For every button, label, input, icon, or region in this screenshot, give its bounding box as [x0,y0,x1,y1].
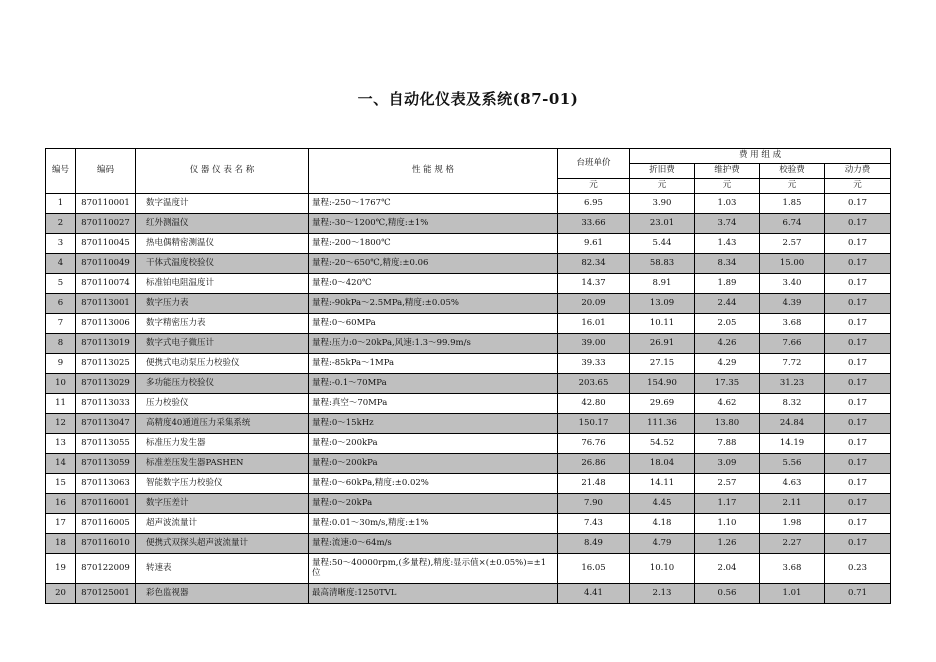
unit-label: 元 [760,179,825,194]
cell-name: 数字式电子微压计 [136,334,309,354]
cell-spec: 最高清晰度:1250TVL [309,584,558,604]
cell-calibration: 6.74 [760,214,825,234]
cell-power: 0.17 [825,354,891,374]
cell-depreciation: 4.79 [630,534,695,554]
cell-maintenance: 1.43 [695,234,760,254]
cell-depreciation: 3.90 [630,194,695,214]
cell-no: 7 [46,314,76,334]
cell-code: 870116001 [76,494,136,514]
cell-depreciation: 5.44 [630,234,695,254]
cell-maintenance: 4.62 [695,394,760,414]
cell-calibration: 4.63 [760,474,825,494]
cell-maintenance: 7.88 [695,434,760,454]
cell-code: 870113055 [76,434,136,454]
cell-depreciation: 23.01 [630,214,695,234]
cell-unit-price: 203.65 [558,374,630,394]
cell-maintenance: 2.57 [695,474,760,494]
unit-label: 元 [558,179,630,194]
cell-name: 便携式双探头超声波流量计 [136,534,309,554]
header-spec: 性 能 规 格 [309,149,558,194]
cell-name: 数字压力表 [136,294,309,314]
cell-no: 20 [46,584,76,604]
cell-calibration: 14.19 [760,434,825,454]
cell-spec: 量程:-85kPa～1MPa [309,354,558,374]
cell-maintenance: 3.74 [695,214,760,234]
table-row [46,314,891,334]
cell-code: 870116010 [76,534,136,554]
cell-code: 870113019 [76,334,136,354]
cell-unit-price: 82.34 [558,254,630,274]
table-row [46,414,891,434]
cell-unit-price: 9.61 [558,234,630,254]
cell-no: 5 [46,274,76,294]
cell-maintenance: 4.29 [695,354,760,374]
cell-power: 0.17 [825,294,891,314]
cell-power: 0.17 [825,534,891,554]
cell-spec: 量程:流速:0～64m/s [309,534,558,554]
cell-depreciation: 54.52 [630,434,695,454]
table-row [46,334,891,354]
cell-spec: 量程:-200～1800℃ [309,234,558,254]
cell-unit-price: 39.33 [558,354,630,374]
cell-calibration: 3.40 [760,274,825,294]
cell-no: 19 [46,554,76,584]
cell-code: 870113025 [76,354,136,374]
cell-depreciation: 58.83 [630,254,695,274]
cell-calibration: 3.68 [760,314,825,334]
cell-code: 870125001 [76,584,136,604]
cell-code: 870113059 [76,454,136,474]
cell-no: 9 [46,354,76,374]
cell-maintenance: 1.10 [695,514,760,534]
cell-code: 870113006 [76,314,136,334]
cell-calibration: 2.11 [760,494,825,514]
cell-code: 870113047 [76,414,136,434]
cell-maintenance: 2.04 [695,554,760,584]
cell-name: 红外测温仪 [136,214,309,234]
cell-maintenance: 2.05 [695,314,760,334]
table-row [46,474,891,494]
table-row [46,554,891,584]
table-row [46,454,891,474]
cell-depreciation: 8.91 [630,274,695,294]
cell-power: 0.17 [825,194,891,214]
table-row [46,214,891,234]
table-row [46,494,891,514]
table-row [46,434,891,454]
cell-power: 0.17 [825,274,891,294]
cell-power: 0.17 [825,514,891,534]
cell-maintenance: 0.56 [695,584,760,604]
cell-power: 0.17 [825,334,891,354]
cell-spec: 量程:50～40000rpm,(多量程),精度:显示值×(±0.05%)=±1位 [309,554,558,584]
cell-no: 18 [46,534,76,554]
cell-unit-price: 42.80 [558,394,630,414]
cell-unit-price: 76.76 [558,434,630,454]
unit-label: 元 [630,179,695,194]
cell-depreciation: 18.04 [630,454,695,474]
cell-code: 870113001 [76,294,136,314]
cell-unit-price: 7.43 [558,514,630,534]
cell-name: 便携式电动泵压力校验仪 [136,354,309,374]
cell-name: 多功能压力校验仪 [136,374,309,394]
header-code: 编码 [76,149,136,194]
table-row [46,294,891,314]
cell-unit-price: 4.41 [558,584,630,604]
cell-power: 0.17 [825,374,891,394]
header-depreciation: 折旧费 [630,164,695,179]
table-row [46,354,891,374]
cell-power: 0.17 [825,314,891,334]
cell-code: 870113029 [76,374,136,394]
cell-depreciation: 27.15 [630,354,695,374]
cell-power: 0.17 [825,214,891,234]
cell-name: 干体式温度校验仪 [136,254,309,274]
cell-power: 0.17 [825,234,891,254]
cell-depreciation: 10.10 [630,554,695,584]
cell-calibration: 1.01 [760,584,825,604]
cell-code: 870110074 [76,274,136,294]
cell-spec: 量程:-20～650℃,精度:±0.06 [309,254,558,274]
cell-maintenance: 1.03 [695,194,760,214]
cell-spec: 量程:-30～1200℃,精度:±1% [309,214,558,234]
cell-name: 智能数字压力校验仪 [136,474,309,494]
cell-power: 0.17 [825,394,891,414]
cell-code: 870113063 [76,474,136,494]
cell-no: 6 [46,294,76,314]
table-row [46,254,891,274]
page-title: 一、自动化仪表及系统(87-01) [357,90,579,108]
cell-no: 15 [46,474,76,494]
cell-name: 超声波流量计 [136,514,309,534]
cell-depreciation: 4.45 [630,494,695,514]
cell-unit-price: 21.48 [558,474,630,494]
cell-spec: 量程:0～15kHz [309,414,558,434]
cell-name: 彩色监视器 [136,584,309,604]
table-row [46,234,891,254]
cell-depreciation: 4.18 [630,514,695,534]
cell-spec: 量程:0～60kPa,精度:±0.02% [309,474,558,494]
cell-no: 10 [46,374,76,394]
table-row [46,514,891,534]
cell-maintenance: 13.80 [695,414,760,434]
cell-calibration: 1.85 [760,194,825,214]
table-row [46,194,891,214]
cell-unit-price: 6.95 [558,194,630,214]
cell-maintenance: 4.26 [695,334,760,354]
cell-spec: 量程:-250～1767℃ [309,194,558,214]
cell-name: 压力校验仪 [136,394,309,414]
cell-unit-price: 7.90 [558,494,630,514]
cell-power: 0.71 [825,584,891,604]
cell-calibration: 31.23 [760,374,825,394]
cell-power: 0.17 [825,494,891,514]
cell-power: 0.17 [825,254,891,274]
cell-no: 8 [46,334,76,354]
cell-code: 870122009 [76,554,136,584]
cell-unit-price: 20.09 [558,294,630,314]
cell-depreciation: 26.91 [630,334,695,354]
cell-unit-price: 150.17 [558,414,630,434]
header-maintenance: 维护费 [695,164,760,179]
cell-name: 数字压差计 [136,494,309,514]
cell-power: 0.17 [825,414,891,434]
cell-calibration: 3.68 [760,554,825,584]
cell-unit-price: 8.49 [558,534,630,554]
cell-spec: 量程:-0.1～70MPa [309,374,558,394]
cell-spec: 量程:-90kPa～2.5MPa,精度:±0.05% [309,294,558,314]
cell-calibration: 15.00 [760,254,825,274]
cell-unit-price: 14.37 [558,274,630,294]
cell-spec: 量程:真空～70MPa [309,394,558,414]
cell-power: 0.17 [825,434,891,454]
header-cost-group: 费 用 组 成 [630,149,891,164]
cell-calibration: 4.39 [760,294,825,314]
cell-unit-price: 16.05 [558,554,630,584]
cell-no: 12 [46,414,76,434]
cell-spec: 量程:0～60MPa [309,314,558,334]
cell-code: 870110027 [76,214,136,234]
cell-calibration: 8.32 [760,394,825,414]
cell-no: 11 [46,394,76,414]
cell-no: 14 [46,454,76,474]
cell-spec: 量程:0～200kPa [309,434,558,454]
cell-code: 870113033 [76,394,136,414]
cell-maintenance: 1.89 [695,274,760,294]
cell-name: 标准铂电阻温度计 [136,274,309,294]
cell-maintenance: 17.35 [695,374,760,394]
unit-label: 元 [825,179,891,194]
cell-depreciation: 111.36 [630,414,695,434]
cell-depreciation: 2.13 [630,584,695,604]
cell-calibration: 2.57 [760,234,825,254]
cell-name: 转速表 [136,554,309,584]
cell-code: 870116005 [76,514,136,534]
table-row [46,374,891,394]
cell-calibration: 2.27 [760,534,825,554]
table-body [46,194,891,604]
cell-calibration: 1.98 [760,514,825,534]
cell-no: 17 [46,514,76,534]
cell-name: 标准差压发生器PASHEN [136,454,309,474]
cell-name: 数字精密压力表 [136,314,309,334]
header-unit-price: 台班单价 [558,149,630,179]
cell-depreciation: 10.11 [630,314,695,334]
table-row [46,584,891,604]
cell-maintenance: 1.26 [695,534,760,554]
cell-depreciation: 29.69 [630,394,695,414]
cell-spec: 量程:0～20kPa [309,494,558,514]
cell-depreciation: 13.09 [630,294,695,314]
cell-maintenance: 2.44 [695,294,760,314]
unit-label: 元 [695,179,760,194]
cell-calibration: 5.56 [760,454,825,474]
cell-maintenance: 8.34 [695,254,760,274]
table-row [46,394,891,414]
cell-no: 2 [46,214,76,234]
cell-calibration: 24.84 [760,414,825,434]
cell-maintenance: 3.09 [695,454,760,474]
cell-code: 870110049 [76,254,136,274]
header-name: 仪 器 仪 表 名 称 [136,149,309,194]
instrument-cost-table [45,148,891,604]
cell-maintenance: 1.17 [695,494,760,514]
cell-no: 4 [46,254,76,274]
header-no: 编号 [46,149,76,194]
cell-calibration: 7.66 [760,334,825,354]
cell-name: 数字温度计 [136,194,309,214]
cell-depreciation: 154.90 [630,374,695,394]
cell-no: 3 [46,234,76,254]
cell-unit-price: 39.00 [558,334,630,354]
cell-spec: 量程:0.01～30m/s,精度:±1% [309,514,558,534]
cell-power: 0.17 [825,474,891,494]
cell-unit-price: 16.01 [558,314,630,334]
cell-spec: 量程:0～420℃ [309,274,558,294]
header-power: 动力费 [825,164,891,179]
cell-no: 13 [46,434,76,454]
header-calibration: 校验费 [760,164,825,179]
cell-calibration: 7.72 [760,354,825,374]
table-row [46,534,891,554]
cell-code: 870110045 [76,234,136,254]
cell-no: 1 [46,194,76,214]
table-row [46,274,891,294]
cell-name: 高精度40通道压力采集系统 [136,414,309,434]
cell-name: 标准压力发生器 [136,434,309,454]
cell-no: 16 [46,494,76,514]
cell-spec: 量程:压力:0～20kPa,风速:1.3～99.9m/s [309,334,558,354]
cell-unit-price: 33.66 [558,214,630,234]
cell-name: 热电偶精密测温仪 [136,234,309,254]
cell-unit-price: 26.86 [558,454,630,474]
cell-power: 0.17 [825,454,891,474]
cell-power: 0.23 [825,554,891,584]
cell-code: 870110001 [76,194,136,214]
cell-spec: 量程:0～200kPa [309,454,558,474]
cell-depreciation: 14.11 [630,474,695,494]
